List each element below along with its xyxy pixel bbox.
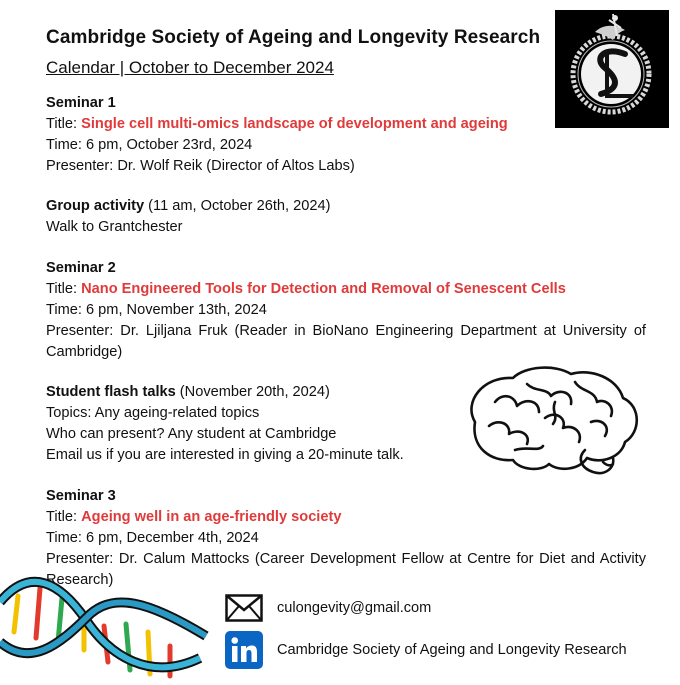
dna-helix-illustration — [0, 572, 215, 680]
event-heading: Seminar 1 — [46, 95, 116, 111]
event-email-note: Email us if you are interested in giving a 20-minute talk. — [46, 447, 404, 463]
event-heading-note: (11 am, October 26th, 2024) — [144, 198, 331, 214]
seminar-2 — [46, 258, 646, 363]
event-presenter: Presenter: Dr. Calum Mattocks (Career Development Fellow at Centre for Diet and Activity Research) — [46, 551, 646, 588]
event-time: Time: 6 pm, December 4th, 2024 — [46, 530, 259, 546]
event-heading: Seminar 2 — [46, 260, 116, 276]
email-address[interactable]: culongevity@gmail.com — [277, 600, 432, 616]
brain-illustration — [455, 362, 645, 480]
event-presenter: Presenter: Dr. Ljiljana Fruk (Reader in BioNano Engineering Department at University of Cambridge) — [46, 323, 646, 360]
seminar-title: Single cell multi-omics landscape of development and ageing — [81, 116, 508, 132]
linkedin-icon — [225, 631, 263, 669]
seminar-title: Ageing well in an age-friendly society — [81, 509, 342, 525]
title-label: Title: — [46, 281, 82, 297]
event-presenter: Presenter: Dr. Wolf Reik (Director of Altos Labs) — [46, 158, 355, 174]
title-label: Title: — [46, 509, 82, 525]
event-heading: Seminar 3 — [46, 488, 116, 504]
email-contact[interactable] — [225, 594, 431, 622]
event-who: Who can present? Any student at Cambridge — [46, 426, 337, 442]
linkedin-name[interactable]: Cambridge Society of Ageing and Longevity Research — [277, 642, 627, 658]
envelope-icon — [225, 594, 263, 622]
event-heading-note: (November 20th, 2024) — [175, 384, 330, 400]
calendar-subtitle: Calendar | October to December 2024 — [46, 58, 334, 77]
group-activity — [46, 196, 646, 238]
seminar-1 — [46, 93, 646, 177]
seminar-title: Nano Engineered Tools for Detection and Removal of Senescent Cells — [81, 281, 566, 297]
event-time: Time: 6 pm, October 23rd, 2024 — [46, 137, 253, 153]
event-heading: Student flash talks — [46, 384, 176, 400]
event-time: Time: 6 pm, November 13th, 2024 — [46, 302, 267, 318]
title-label: Title: — [46, 116, 82, 132]
event-detail: Walk to Grantchester — [46, 219, 183, 235]
event-topics: Topics: Any ageing-related topics — [46, 405, 260, 421]
org-title: Cambridge Society of Ageing and Longevity Research — [46, 27, 541, 48]
linkedin-contact[interactable] — [225, 631, 627, 669]
event-heading: Group activity — [46, 198, 145, 214]
